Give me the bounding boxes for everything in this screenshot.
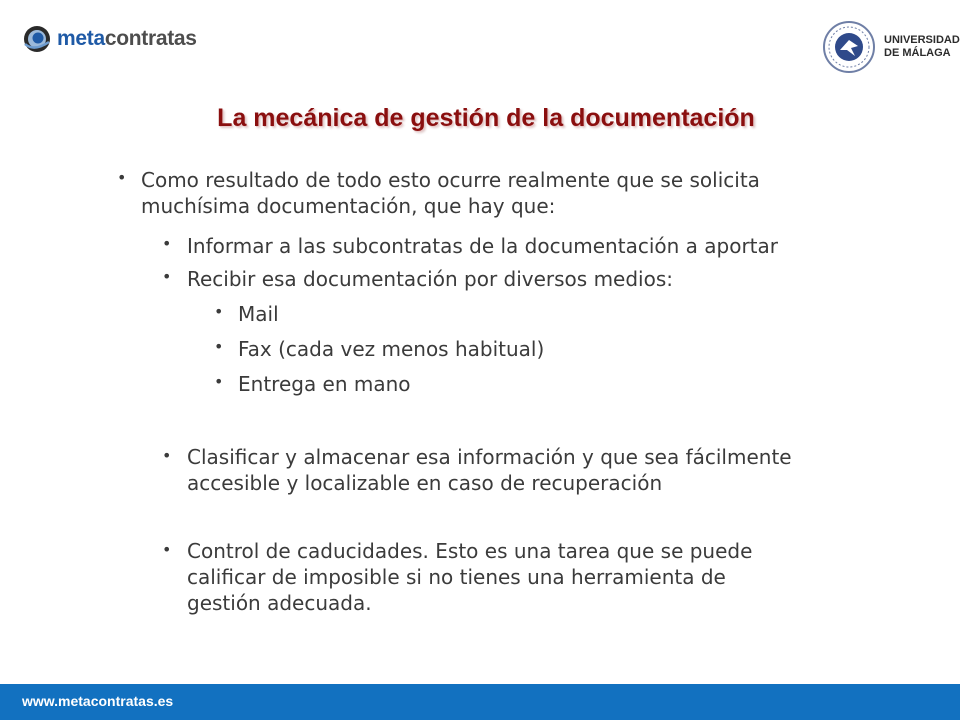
bullet-marker: •	[162, 267, 172, 286]
slide-title: La mecánica de gestión de la documentación	[217, 104, 755, 132]
bullet-5-line-2: calificar de imposible si no tienes una herramienta de	[187, 565, 726, 589]
bullet-3-item-3: Entrega en mano	[238, 372, 411, 396]
bullet-marker: •	[214, 337, 224, 356]
metacontratas-logo	[22, 24, 197, 54]
footer-bar	[0, 684, 960, 720]
bullet-4-line-2: accesible y localizable en caso de recuperación	[187, 471, 663, 495]
university-logo	[822, 20, 960, 74]
university-name	[884, 34, 960, 60]
bullet-marker: •	[162, 446, 172, 465]
bullet-3: Recibir esa documentación por diversos medios:	[187, 267, 674, 291]
bullet-5-line-1: Control de caducidades. Esto es una tarea que se puede	[187, 539, 753, 563]
metacontratas-logo-icon	[22, 24, 52, 54]
bullet-marker: •	[162, 234, 172, 253]
footer-url: www.metacontratas.es	[22, 693, 174, 709]
bullet-1-line-2: muchísima documentación, que hay que:	[141, 194, 556, 218]
brand-name-part1: meta	[57, 27, 105, 50]
university-seal-icon	[822, 20, 876, 74]
bullet-marker: •	[214, 302, 224, 321]
university-name-line2: DE MÁLAGA	[884, 47, 951, 59]
bullet-3-item-2: Fax (cada vez menos habitual)	[238, 337, 545, 361]
bullet-4-line-1: Clasificar y almacenar esa información y que sea fácilmente	[187, 445, 792, 469]
bullet-marker: •	[117, 168, 127, 187]
bullet-marker: •	[162, 540, 172, 559]
brand-name	[57, 27, 197, 51]
bullet-3-item-1: Mail	[238, 302, 279, 326]
bullet-1-line-1: Como resultado de todo esto ocurre realmente que se solicita	[141, 168, 760, 192]
bullet-5-line-3: gestión adecuada.	[187, 591, 372, 615]
university-name-line1: UNIVERSIDAD	[884, 34, 960, 46]
bullet-2: Informar a las subcontratas de la documentación a aportar	[187, 234, 778, 258]
bullet-marker: •	[214, 372, 224, 391]
brand-name-part2: contratas	[104, 27, 197, 50]
